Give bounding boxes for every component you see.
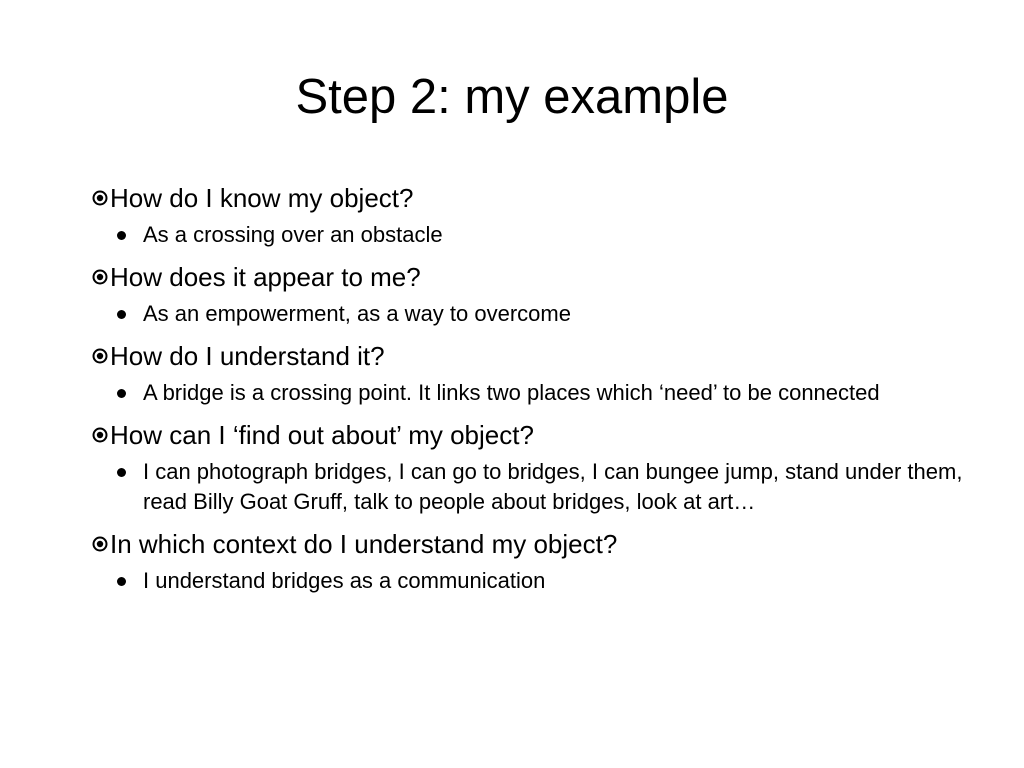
bullet-question [96,417,976,453]
slide-title: Step 2: my example [295,70,729,124]
question-text: How does it appear to me? [110,262,421,292]
answer-text: A bridge is a crossing point. It links two places which ‘need’ to be connected [143,380,880,405]
bullet-answer [143,566,963,596]
target-bullet-icon [92,427,108,443]
target-bullet-icon [92,269,108,285]
target-bullet-icon [92,348,108,364]
target-bullet-icon [92,536,108,552]
bullet-answer [143,299,963,329]
dot-bullet-icon [117,577,126,586]
dot-bullet-icon [117,231,126,240]
bullet-answer [143,378,963,408]
bullet-answer [143,220,963,250]
bullet-question [96,338,976,374]
target-bullet-icon [92,190,108,206]
bullet-question [96,259,976,295]
answer-text: I understand bridges as a communication [143,568,546,593]
dot-bullet-icon [117,468,126,477]
bullet-answer [143,457,963,517]
dot-bullet-icon [117,310,126,319]
answer-text: As a crossing over an obstacle [143,222,443,247]
bullet-list [96,180,976,596]
bullet-question [96,180,976,216]
question-text: How do I understand it? [110,341,385,371]
bullet-question [96,526,976,562]
dot-bullet-icon [117,389,126,398]
question-text: In which context do I understand my object? [110,529,618,559]
question-text: How do I know my object? [110,183,414,213]
answer-text: I can photograph bridges, I can go to bridges, I can bungee jump, stand under them, read Billy Goat Gruff, talk to people about bridges, look at art… [143,459,963,514]
answer-text: As an empowerment, as a way to overcome [143,301,571,326]
question-text: How can I ‘find out about’ my object? [110,420,534,450]
